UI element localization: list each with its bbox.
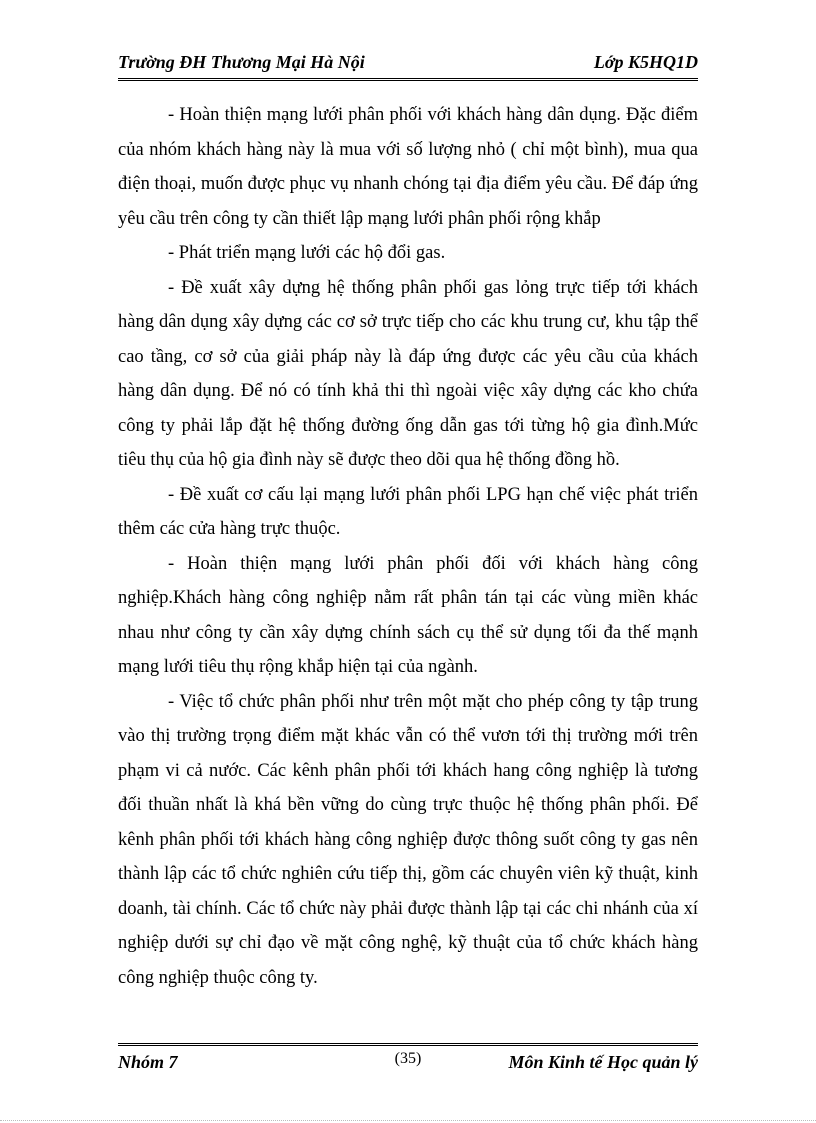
page-header <box>118 52 698 81</box>
body-text <box>118 98 698 995</box>
paragraph-3: - Đề xuất xây dựng hệ thống phân phối gas lỏng trực tiếp tới khách hàng dân dụng xây dựng các cơ sở trực tiếp cho các khu trung cư, khu tập thể cao tầng, cơ sở của giải pháp này là đáp ứng được các yêu cầu của khách hàng dân dụng. Để nó có tính khả thi thì ngoài việc xây dựng các kho chứa công ty phải lắp đặt hệ thống đường ống dẫn gas tới từng hộ gia đình.Mức tiêu thụ của hộ gia đình này sẽ được theo dõi qua hệ thống đồng hồ. <box>118 277 698 470</box>
page-edge-divider <box>0 1120 816 1121</box>
footer-group: Nhóm 7 <box>118 1052 178 1072</box>
paragraph-2: - Phát triển mạng lưới các hộ đổi gas. <box>168 243 446 263</box>
header-school: Trường ĐH Thương Mại Hà Nội <box>118 52 365 72</box>
paragraph-1: - Hoàn thiện mạng lưới phân phối với khách hàng dân dụng. Đặc điểm của nhóm khách hàng này là mua với số lượng nhỏ ( chỉ một bình), mua qua điện thoại, muốn được phục vụ nhanh chóng tại địa điểm yêu cầu. Để đáp ứng yêu cầu trên công ty cần thiết lập mạng lưới phân phối rộng khắp <box>118 105 698 229</box>
header-class: Lớp K5HQ1D <box>593 52 698 72</box>
footer-subject: Môn Kinh tế Học quản lý <box>508 1052 698 1072</box>
page-number: (35) <box>394 1050 422 1067</box>
page-footer <box>118 1043 698 1076</box>
paragraph-4: - Đề xuất cơ cấu lại mạng lưới phân phối LPG hạn chế việc phát triển thêm các cửa hàng trực thuộc. <box>118 484 698 539</box>
paragraph-6: - Việc tổ chức phân phối như trên một mặt cho phép công ty tập trung vào thị trường trọng điểm mặt khác vẫn có thể vươn tới thị trường mới trên phạm vi cả nước. Các kênh phân phối tới khách hang công nghiệp là tương đối thuần nhất là khá bền vững do cùng trực thuộc hệ thống phân phối. Để kênh phân phối tới khách hàng công nghiệp được thông suốt công ty gas nên thành lập các tổ chức nghiên cứu tiếp thị, gồm các chuyên viên kỹ thuật, kinh doanh, tài chính. Các tổ chức này phải được thành lập tại các chi nhánh của xí nghiệp dưới sự chỉ đạo về mặt công nghệ, kỹ thuật của tổ chức khách hàng công nghiệp thuộc công ty. <box>118 691 698 988</box>
paragraph-5: - Hoàn thiện mạng lưới phân phối đối với khách hàng công nghiệp.Khách hàng công nghiệp nằm rất phân tán tại các vùng miền khác nhau như công ty cần xây dựng chính sách cụ thể sử dụng tối đa thế mạnh mạng lưới tiêu thụ rộng khắp hiện tại của ngành. <box>118 553 698 677</box>
